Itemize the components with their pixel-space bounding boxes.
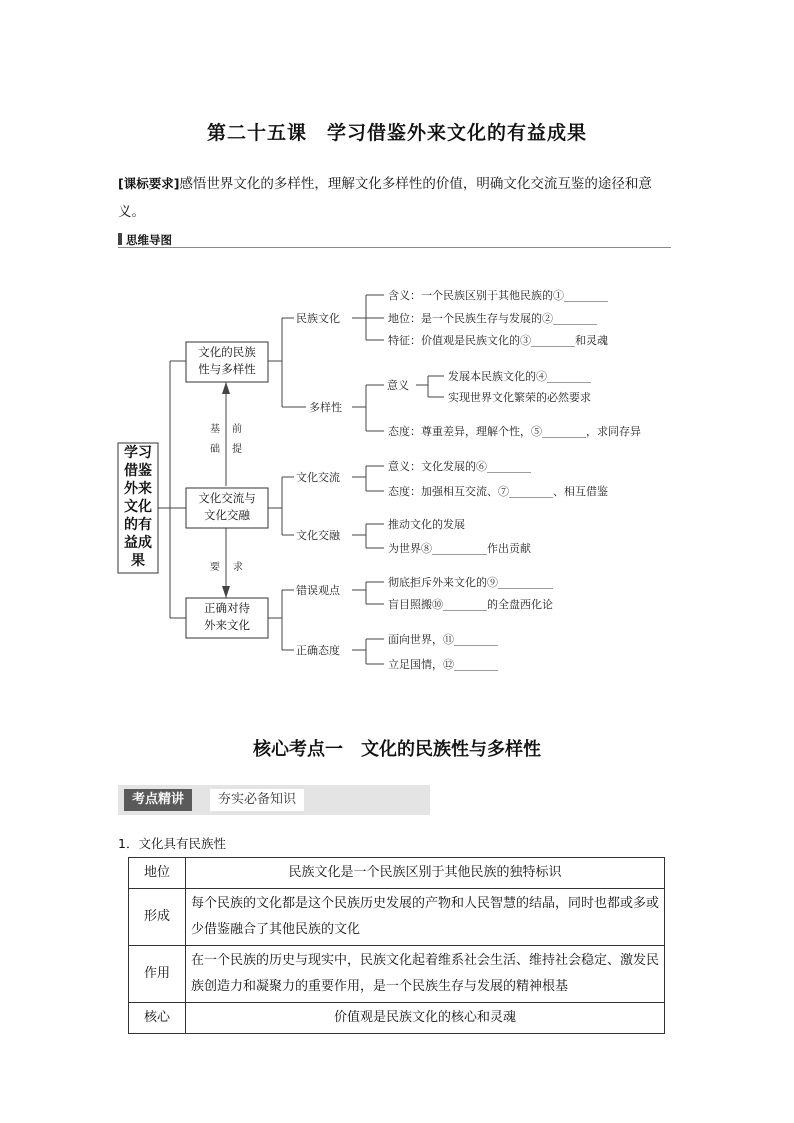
- leaf-10: 为世界⑧__________作出贡献: [388, 542, 531, 555]
- leaf-14: 立足国情，⑫________: [388, 658, 498, 671]
- leaf-7: 意义：文化发展的⑥________: [388, 460, 531, 473]
- row-value: 每个民族的文化都是这个民族历史发展的产物和人民智慧的结晶，同时也都或多或少借鉴融合了其他民族的文化: [186, 889, 665, 946]
- branch-cuowu: 错误观点: [296, 584, 340, 597]
- leaf-8: 态度：加强相互交流、⑦________、相互借鉴: [388, 485, 608, 498]
- rel-qian: 前: [232, 424, 242, 435]
- leaf-5: 实现世界文化繁荣的必然要求: [448, 391, 591, 404]
- page-title: 第二十五课 学习借鉴外来文化的有益成果: [206, 122, 587, 144]
- mind-map: [0, 270, 794, 690]
- branch-jiaorong: 文化交融: [296, 529, 340, 542]
- leaf-3: 特征：价值观是民族文化的③________和灵魂: [388, 334, 608, 347]
- leaf-9: 推动文化的发展: [388, 518, 465, 531]
- band-tag: 考点精讲: [124, 789, 192, 811]
- arrow-up-icon: [222, 382, 230, 394]
- leaf-12: 盲目照搬⑩________的全盘西化论: [388, 598, 553, 611]
- rel-ti: 提: [232, 444, 242, 455]
- branch-yiyi: 意义: [387, 379, 409, 392]
- leaf-6: 态度：尊重差异，理解个性，⑤________，求同存异: [388, 425, 641, 438]
- row-key: 作用: [129, 946, 186, 1003]
- leaf-11: 彻底拒斥外来文化的⑨__________: [388, 576, 553, 589]
- requirement-text: 感悟世界文化的多样性，理解文化多样性的价值，明确文化交流互鉴的途径和意义。: [118, 176, 652, 220]
- section-marker-icon: [118, 233, 122, 245]
- band-subtitle: 夯实必备知识: [210, 789, 304, 811]
- node-1-label: 文化的民族性与多样性: [198, 345, 256, 376]
- rel-ji: 基: [210, 424, 220, 435]
- branch-zhengque: 正确态度: [296, 644, 340, 657]
- leaf-13: 面向世界，⑪________: [388, 633, 498, 646]
- row-value: 民族文化是一个民族区别于其他民族的独特标识: [186, 858, 665, 889]
- branch-jiaoliu: 文化交流: [296, 471, 340, 484]
- mindmap-section-label: 思维导图: [126, 233, 172, 247]
- requirement-tag: [课标要求]: [118, 176, 180, 191]
- node-2-label: 文化交流与文化交融: [198, 491, 256, 522]
- rel-chu: 础: [210, 444, 220, 455]
- rel-yao: 要: [210, 562, 220, 573]
- row-key: 形成: [129, 889, 186, 946]
- branch-minzu: 民族文化: [296, 312, 340, 325]
- subheading: 1．文化具有民族性: [118, 836, 226, 851]
- leaf-2: 地位：是一个民族生存与发展的②________: [388, 312, 597, 325]
- knowledge-table: [128, 857, 665, 1034]
- curriculum-requirement: [118, 170, 678, 226]
- row-key: 核心: [129, 1003, 186, 1034]
- leaf-4: 发展本民族文化的④________: [448, 370, 591, 383]
- table-row: [129, 946, 665, 1003]
- table-row: [129, 858, 665, 889]
- branch-duoyang: 多样性: [309, 401, 342, 414]
- arrow-down-icon: [222, 586, 230, 598]
- row-key: 地位: [129, 858, 186, 889]
- rel-qiu: 求: [233, 562, 243, 573]
- row-value: 价值观是民族文化的核心和灵魂: [186, 1003, 665, 1034]
- leaf-1: 含义：一个民族区别于其他民族的①________: [388, 289, 608, 302]
- core-title: 核心考点一 文化的民族性与多样性: [253, 739, 541, 760]
- table-row: [129, 889, 665, 946]
- table-row: [129, 1003, 665, 1034]
- node-3-label: 正确对待外来文化: [204, 601, 250, 632]
- root-node-label: 学习借鉴外来文化的有益成果: [124, 445, 152, 569]
- row-value: 在一个民族的历史与现实中，民族文化起着维系社会生活、维持社会稳定、激发民族创造力和凝聚力的重要作用，是一个民族生存与发展的精神根基: [186, 946, 665, 1003]
- section-divider: [118, 247, 671, 248]
